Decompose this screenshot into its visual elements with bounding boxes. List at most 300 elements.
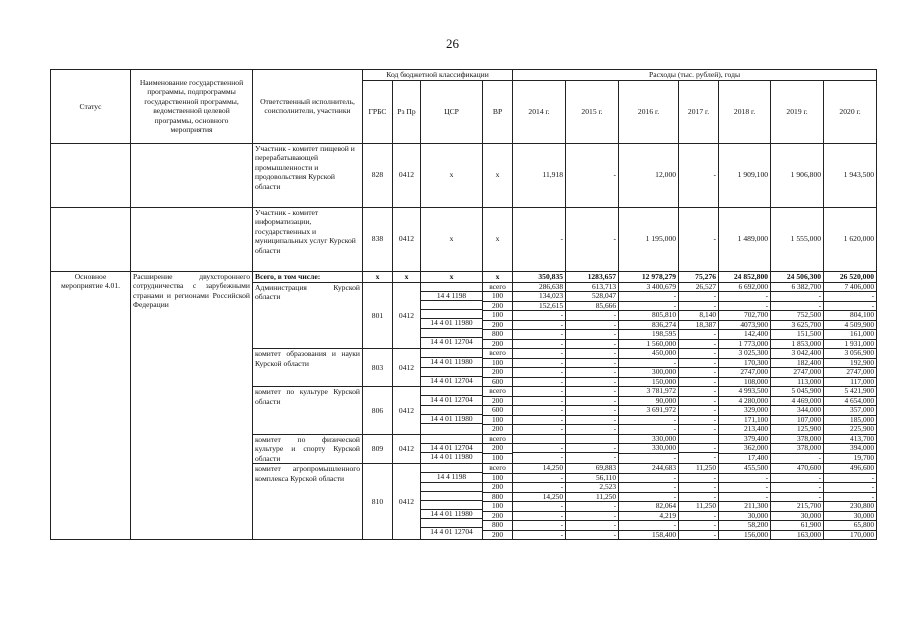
value-line: 3 042,400 <box>771 349 823 358</box>
vr-line: всего <box>483 349 512 358</box>
csr-stack <box>421 387 483 435</box>
value-line: - <box>560 530 564 539</box>
value-line: 17,400 <box>747 453 769 462</box>
value-line: - <box>713 530 717 539</box>
value-line: 804,100 <box>824 311 876 321</box>
csr-cell: х <box>421 143 483 207</box>
value-line: - <box>566 511 618 521</box>
value-line: 702,700 <box>719 311 770 321</box>
value-line: 330,000 <box>619 435 678 444</box>
value-line: 4 509,900 <box>824 320 876 330</box>
value-line: 192,900 <box>824 358 876 368</box>
value-line: 58,200 <box>719 521 770 531</box>
value-line: - <box>513 473 565 483</box>
value-line: - <box>719 292 770 302</box>
grbs-cell: 809 <box>363 434 393 464</box>
value-line: - <box>824 483 876 493</box>
value-line: - <box>679 292 718 302</box>
value-line: 1 560,000 <box>646 339 677 348</box>
value-line: 379,400 <box>719 435 770 444</box>
value-line: 1 773,000 <box>738 339 769 348</box>
csr-cell: х <box>421 271 483 282</box>
header-budget-code: Код бюджетной классификации <box>363 70 513 81</box>
vr-line: 200 <box>483 368 512 378</box>
value-line: 836,274 <box>619 320 678 330</box>
value-line: 215,700 <box>771 502 823 512</box>
value-line: - <box>679 511 718 521</box>
value-stack <box>719 464 771 540</box>
participant-row <box>51 143 877 207</box>
csr-line: 14 4 01 11980 <box>421 358 482 368</box>
grbs-cell: х <box>363 271 393 282</box>
vr-line: всего <box>483 387 512 396</box>
value-line: - <box>679 358 718 368</box>
value-line: - <box>771 492 823 502</box>
rzpr-cell: 0412 <box>393 282 421 349</box>
csr-line: 14 4 01 12704 <box>430 337 473 346</box>
vr-stack <box>483 464 513 540</box>
value-line: 69,883 <box>566 464 618 473</box>
vr-stack <box>483 434 513 464</box>
value-stack <box>679 387 719 435</box>
budget-table <box>50 69 877 540</box>
value-stack <box>771 464 824 540</box>
vr-line: 200 <box>483 511 512 521</box>
value-line: 3 781,972 <box>619 387 678 396</box>
csr-line <box>421 387 482 396</box>
value-line: 151,500 <box>771 330 823 340</box>
value-line: 117,000 <box>850 377 875 386</box>
value-line: 30,000 <box>719 511 770 521</box>
value-line: - <box>679 349 718 358</box>
value-line: 225,900 <box>850 424 875 433</box>
value-line: - <box>619 292 678 302</box>
value-stack <box>566 434 619 464</box>
vr-line: 100 <box>483 473 512 483</box>
header-rzpr: Рз Пр <box>393 80 421 143</box>
vr-line: 100 <box>491 453 504 462</box>
value-line: 82,064 <box>619 502 678 512</box>
value-line: 61,900 <box>771 521 823 531</box>
value-line: - <box>713 452 717 461</box>
value-cell: 75,276 <box>679 271 719 282</box>
csr-line <box>421 482 482 491</box>
value-line: 14,250 <box>513 492 565 502</box>
value-line: 142,400 <box>719 330 770 340</box>
value-line: - <box>679 301 718 311</box>
value-line: - <box>619 415 678 425</box>
value-line: - <box>513 311 565 321</box>
value-line: - <box>613 452 617 461</box>
vr-line: 200 <box>483 444 512 454</box>
value-line <box>566 435 618 444</box>
value-line: - <box>619 301 678 311</box>
value-line: 6 382,700 <box>771 283 823 292</box>
value-stack <box>679 349 719 387</box>
vr-line: 100 <box>483 502 512 512</box>
value-line: - <box>824 301 876 311</box>
value-line: - <box>719 301 770 311</box>
value-stack <box>566 387 619 435</box>
value-line: - <box>513 330 565 340</box>
value-cell: 24 852,800 <box>719 271 771 282</box>
value-line: - <box>619 358 678 368</box>
rzpr-cell: х <box>393 271 421 282</box>
header-vr: ВР <box>483 80 513 143</box>
executor-cell: комитет образования и науки Курской области <box>253 349 363 387</box>
csr-stack <box>421 464 483 540</box>
vr-line: 600 <box>491 377 504 386</box>
value-stack <box>719 349 771 387</box>
value-line: 378,000 <box>771 435 823 444</box>
value-line: 8,140 <box>679 311 718 321</box>
value-line: 528,047 <box>566 292 618 302</box>
value-cell: 1 620,000 <box>824 207 877 271</box>
value-line: 26,527 <box>679 283 718 292</box>
grbs-cell: 803 <box>363 349 393 387</box>
grbs-cell: 828 <box>363 143 393 207</box>
rzpr-cell: 0412 <box>393 387 421 435</box>
value-cell: - <box>566 143 619 207</box>
value-line: 198,595 <box>619 330 678 340</box>
value-line: - <box>719 492 770 502</box>
value-line: - <box>679 368 718 378</box>
grbs-cell: 806 <box>363 387 393 435</box>
vr-line: 100 <box>483 292 512 302</box>
executor-cell: Участник - комитет информатизации, государственных и муниципальных услуг Курской области <box>253 207 363 271</box>
value-line: 6 692,000 <box>719 283 770 292</box>
value-stack <box>513 464 566 540</box>
value-line: 3 400,679 <box>619 283 678 292</box>
value-line: 1 931,000 <box>844 339 875 348</box>
value-line: - <box>613 377 617 386</box>
value-line: - <box>679 330 718 340</box>
value-line: - <box>566 415 618 425</box>
csr-line <box>421 310 482 319</box>
value-line: 14,250 <box>513 464 565 473</box>
value-line: 805,810 <box>619 311 678 321</box>
value-cell: 1283,657 <box>566 271 619 282</box>
value-line: - <box>513 396 565 406</box>
header-2018: 2018 г. <box>719 80 771 143</box>
header-2017: 2017 г. <box>679 80 719 143</box>
value-line: 125,900 <box>797 424 822 433</box>
header-expenses: Расходы (тыс. рублей), годы <box>513 70 877 81</box>
value-stack <box>824 282 877 349</box>
participant-row <box>51 207 877 271</box>
value-line: - <box>513 368 565 378</box>
value-line: 2747,000 <box>719 368 770 378</box>
grbs-cell: 801 <box>363 282 393 349</box>
value-line: 5 045,900 <box>771 387 823 396</box>
csr-line <box>421 435 482 444</box>
value-line: 455,500 <box>719 464 770 473</box>
csr-line: 14 4 01 11980 <box>421 319 482 329</box>
header-status: Статус <box>51 70 131 144</box>
csr-line: 14 4 1198 <box>421 291 482 301</box>
value-line: 1 853,000 <box>791 339 822 348</box>
vr-cell: х <box>483 271 513 282</box>
value-line: 19,700 <box>853 453 875 462</box>
csr-line <box>421 464 482 473</box>
value-line: - <box>818 453 822 462</box>
csr-line <box>421 519 482 528</box>
value-line: 150,000 <box>652 377 677 386</box>
value-line: - <box>566 320 618 330</box>
value-line: 3 625,700 <box>771 320 823 330</box>
value-line: - <box>566 330 618 340</box>
vr-line: 600 <box>483 406 512 416</box>
value-line: 170,300 <box>719 358 770 368</box>
vr-line: 200 <box>483 483 512 493</box>
value-line: - <box>619 473 678 483</box>
rzpr-cell: 0412 <box>393 207 421 271</box>
value-line: 161,000 <box>824 330 876 340</box>
vr-stack <box>483 387 513 435</box>
csr-line <box>421 491 482 500</box>
value-line: - <box>679 492 718 502</box>
value-line: - <box>560 339 564 348</box>
value-line: - <box>566 349 618 358</box>
header-2016: 2016 г. <box>619 80 679 143</box>
value-cell: 12,000 <box>619 143 679 207</box>
value-line: - <box>513 387 565 396</box>
value-cell: - <box>513 207 566 271</box>
executor-cell: комитет по культуре Курской области <box>253 387 363 435</box>
value-line: - <box>619 521 678 531</box>
value-cell: - <box>679 207 719 271</box>
value-line: - <box>771 483 823 493</box>
value-line: 3 691,972 <box>619 406 678 416</box>
value-stack <box>719 282 771 349</box>
value-line: 752,500 <box>771 311 823 321</box>
value-line: 163,000 <box>797 530 822 539</box>
value-line: - <box>560 424 564 433</box>
value-line: - <box>566 406 618 416</box>
value-line: 11,250 <box>566 492 618 502</box>
value-line: 18,387 <box>679 320 718 330</box>
vr-cell: х <box>483 207 513 271</box>
value-line: 113,000 <box>797 377 822 386</box>
value-line: - <box>566 396 618 406</box>
value-line: 90,000 <box>619 396 678 406</box>
vr-line: 200 <box>483 396 512 406</box>
vr-line: 100 <box>483 415 512 425</box>
value-line: 158,400 <box>652 530 677 539</box>
value-line: - <box>679 443 718 453</box>
value-line: - <box>673 453 677 462</box>
value-cell: 1 489,000 <box>719 207 771 271</box>
csr-line <box>421 349 482 358</box>
executor-cell: комитет агропромышленного комплекса Курской области <box>253 464 363 540</box>
value-line: 107,000 <box>771 415 823 425</box>
value-line: 4 654,000 <box>824 396 876 406</box>
value-line: 362,000 <box>719 444 770 454</box>
value-line: - <box>679 415 718 425</box>
value-line: 170,000 <box>850 530 875 539</box>
value-line: - <box>713 339 717 348</box>
header-2014: 2014 г. <box>513 80 566 143</box>
value-line: - <box>513 320 565 330</box>
value-line: - <box>619 483 678 493</box>
csr-line: 14 4 1198 <box>421 473 482 483</box>
value-stack <box>824 387 877 435</box>
executor-cell: комитет по физической культуре и спорту Курской области <box>253 434 363 464</box>
value-line: - <box>566 443 618 453</box>
header-grbs: ГРБС <box>363 80 393 143</box>
value-stack <box>679 434 719 464</box>
vr-line: 100 <box>483 311 512 321</box>
vr-stack <box>483 349 513 387</box>
value-line: - <box>513 483 565 493</box>
value-stack <box>719 434 771 464</box>
value-line: - <box>513 358 565 368</box>
csr-stack <box>421 434 483 464</box>
page-number: 26 <box>446 36 459 51</box>
value-line: - <box>824 492 876 502</box>
value-stack <box>566 282 619 349</box>
value-line: 413,700 <box>824 435 876 444</box>
value-line: 329,000 <box>719 406 770 416</box>
value-line: 171,100 <box>719 415 770 425</box>
value-stack <box>824 349 877 387</box>
header-name: Наименование государственной программы, подпрограммы государственной программы, ведомственной целевой программы, основного мероприятия <box>131 70 253 144</box>
value-line: - <box>613 530 617 539</box>
vr-cell: х <box>483 143 513 207</box>
value-stack <box>771 349 824 387</box>
value-cell: 350,835 <box>513 271 566 282</box>
event-status-cell: Основное мероприятие 4.01. <box>51 271 131 540</box>
vr-line: 200 <box>483 301 512 311</box>
value-line: 5 421,900 <box>824 387 876 396</box>
value-line: 211,300 <box>719 502 770 512</box>
vr-line: всего <box>483 435 512 444</box>
value-cell: 11,918 <box>513 143 566 207</box>
vr-line: 800 <box>483 330 512 340</box>
vr-line: 200 <box>491 424 504 433</box>
value-line: 2747,000 <box>771 368 823 378</box>
value-cell: 1 195,000 <box>619 207 679 271</box>
vr-line: 100 <box>483 358 512 368</box>
header-2020: 2020 г. <box>824 80 877 143</box>
value-line: - <box>771 473 823 483</box>
value-line: - <box>719 473 770 483</box>
vr-line: 800 <box>483 521 512 531</box>
value-line: - <box>513 443 565 453</box>
value-cell: 12 978,279 <box>619 271 679 282</box>
value-line: 7 406,000 <box>824 283 876 292</box>
executor-cell: Участник - комитет пищевой и перерабатывающей промышленности и продовольствия Курской области <box>253 143 363 207</box>
value-line: 244,683 <box>619 464 678 473</box>
value-stack <box>824 464 877 540</box>
csr-line: 14 4 01 11980 <box>421 509 482 519</box>
value-line: 182,400 <box>771 358 823 368</box>
value-line: 11,250 <box>679 502 718 512</box>
value-stack <box>513 387 566 435</box>
csr-stack <box>421 282 483 349</box>
value-line: 4 469,000 <box>771 396 823 406</box>
value-line: - <box>824 473 876 483</box>
value-line: 300,000 <box>619 368 678 378</box>
csr-line <box>421 367 482 376</box>
value-line: - <box>713 377 717 386</box>
value-line: 3 025,300 <box>719 349 770 358</box>
vr-line: 200 <box>491 530 504 539</box>
value-line <box>513 435 565 444</box>
value-line: - <box>560 452 564 461</box>
value-line: 3 056,900 <box>824 349 876 358</box>
vr-line: 800 <box>483 492 512 502</box>
header-2015: 2015 г. <box>566 80 619 143</box>
rzpr-cell: 0412 <box>393 434 421 464</box>
csr-stack <box>421 349 483 387</box>
value-line: 357,000 <box>824 406 876 416</box>
value-stack <box>619 387 679 435</box>
csr-line: 14 4 01 12704 <box>421 443 482 453</box>
value-stack <box>619 464 679 540</box>
value-cell: 1 909,100 <box>719 143 771 207</box>
value-cell: 1 555,000 <box>771 207 824 271</box>
value-stack <box>679 464 719 540</box>
csr-line <box>421 500 482 509</box>
value-line: - <box>513 349 565 358</box>
csr-line <box>421 405 482 414</box>
value-stack <box>824 434 877 464</box>
value-cell: 24 506,300 <box>771 271 824 282</box>
value-cell: 26 520,000 <box>824 271 877 282</box>
csr-line <box>421 283 482 292</box>
value-stack <box>566 464 619 540</box>
value-line: 330,000 <box>619 444 678 454</box>
value-line: 378,000 <box>771 444 823 454</box>
value-line: - <box>679 396 718 406</box>
value-line: 394,000 <box>824 444 876 454</box>
value-line: - <box>613 339 617 348</box>
value-line: - <box>679 483 718 493</box>
value-line: - <box>513 406 565 416</box>
value-stack <box>679 282 719 349</box>
name-cell <box>131 143 253 207</box>
value-line: 470,600 <box>771 464 823 473</box>
value-line: - <box>679 473 718 483</box>
value-line: - <box>566 387 618 396</box>
value-stack <box>771 282 824 349</box>
csr-line: 14 4 01 11980 <box>430 452 473 461</box>
value-line: - <box>566 358 618 368</box>
value-line: - <box>771 292 823 302</box>
value-cell: 1 943,500 <box>824 143 877 207</box>
value-line: 11,250 <box>679 464 718 473</box>
value-stack <box>619 434 679 464</box>
value-line: - <box>679 521 718 531</box>
value-line: - <box>824 292 876 302</box>
value-stack <box>619 349 679 387</box>
value-line <box>679 435 718 444</box>
value-line: 56,110 <box>566 473 618 483</box>
value-line: - <box>673 424 677 433</box>
value-cell: 1 906,800 <box>771 143 824 207</box>
rzpr-cell: 0412 <box>393 143 421 207</box>
executor-cell: Администрация Курской области <box>253 282 363 349</box>
value-line: 496,600 <box>824 464 876 473</box>
value-line: - <box>513 521 565 531</box>
value-stack <box>719 387 771 435</box>
csr-line: 14 4 01 12704 <box>421 396 482 406</box>
value-line: 613,713 <box>566 283 618 292</box>
value-line: - <box>513 511 565 521</box>
rzpr-cell: 0412 <box>393 464 421 540</box>
value-line: 156,000 <box>744 530 769 539</box>
